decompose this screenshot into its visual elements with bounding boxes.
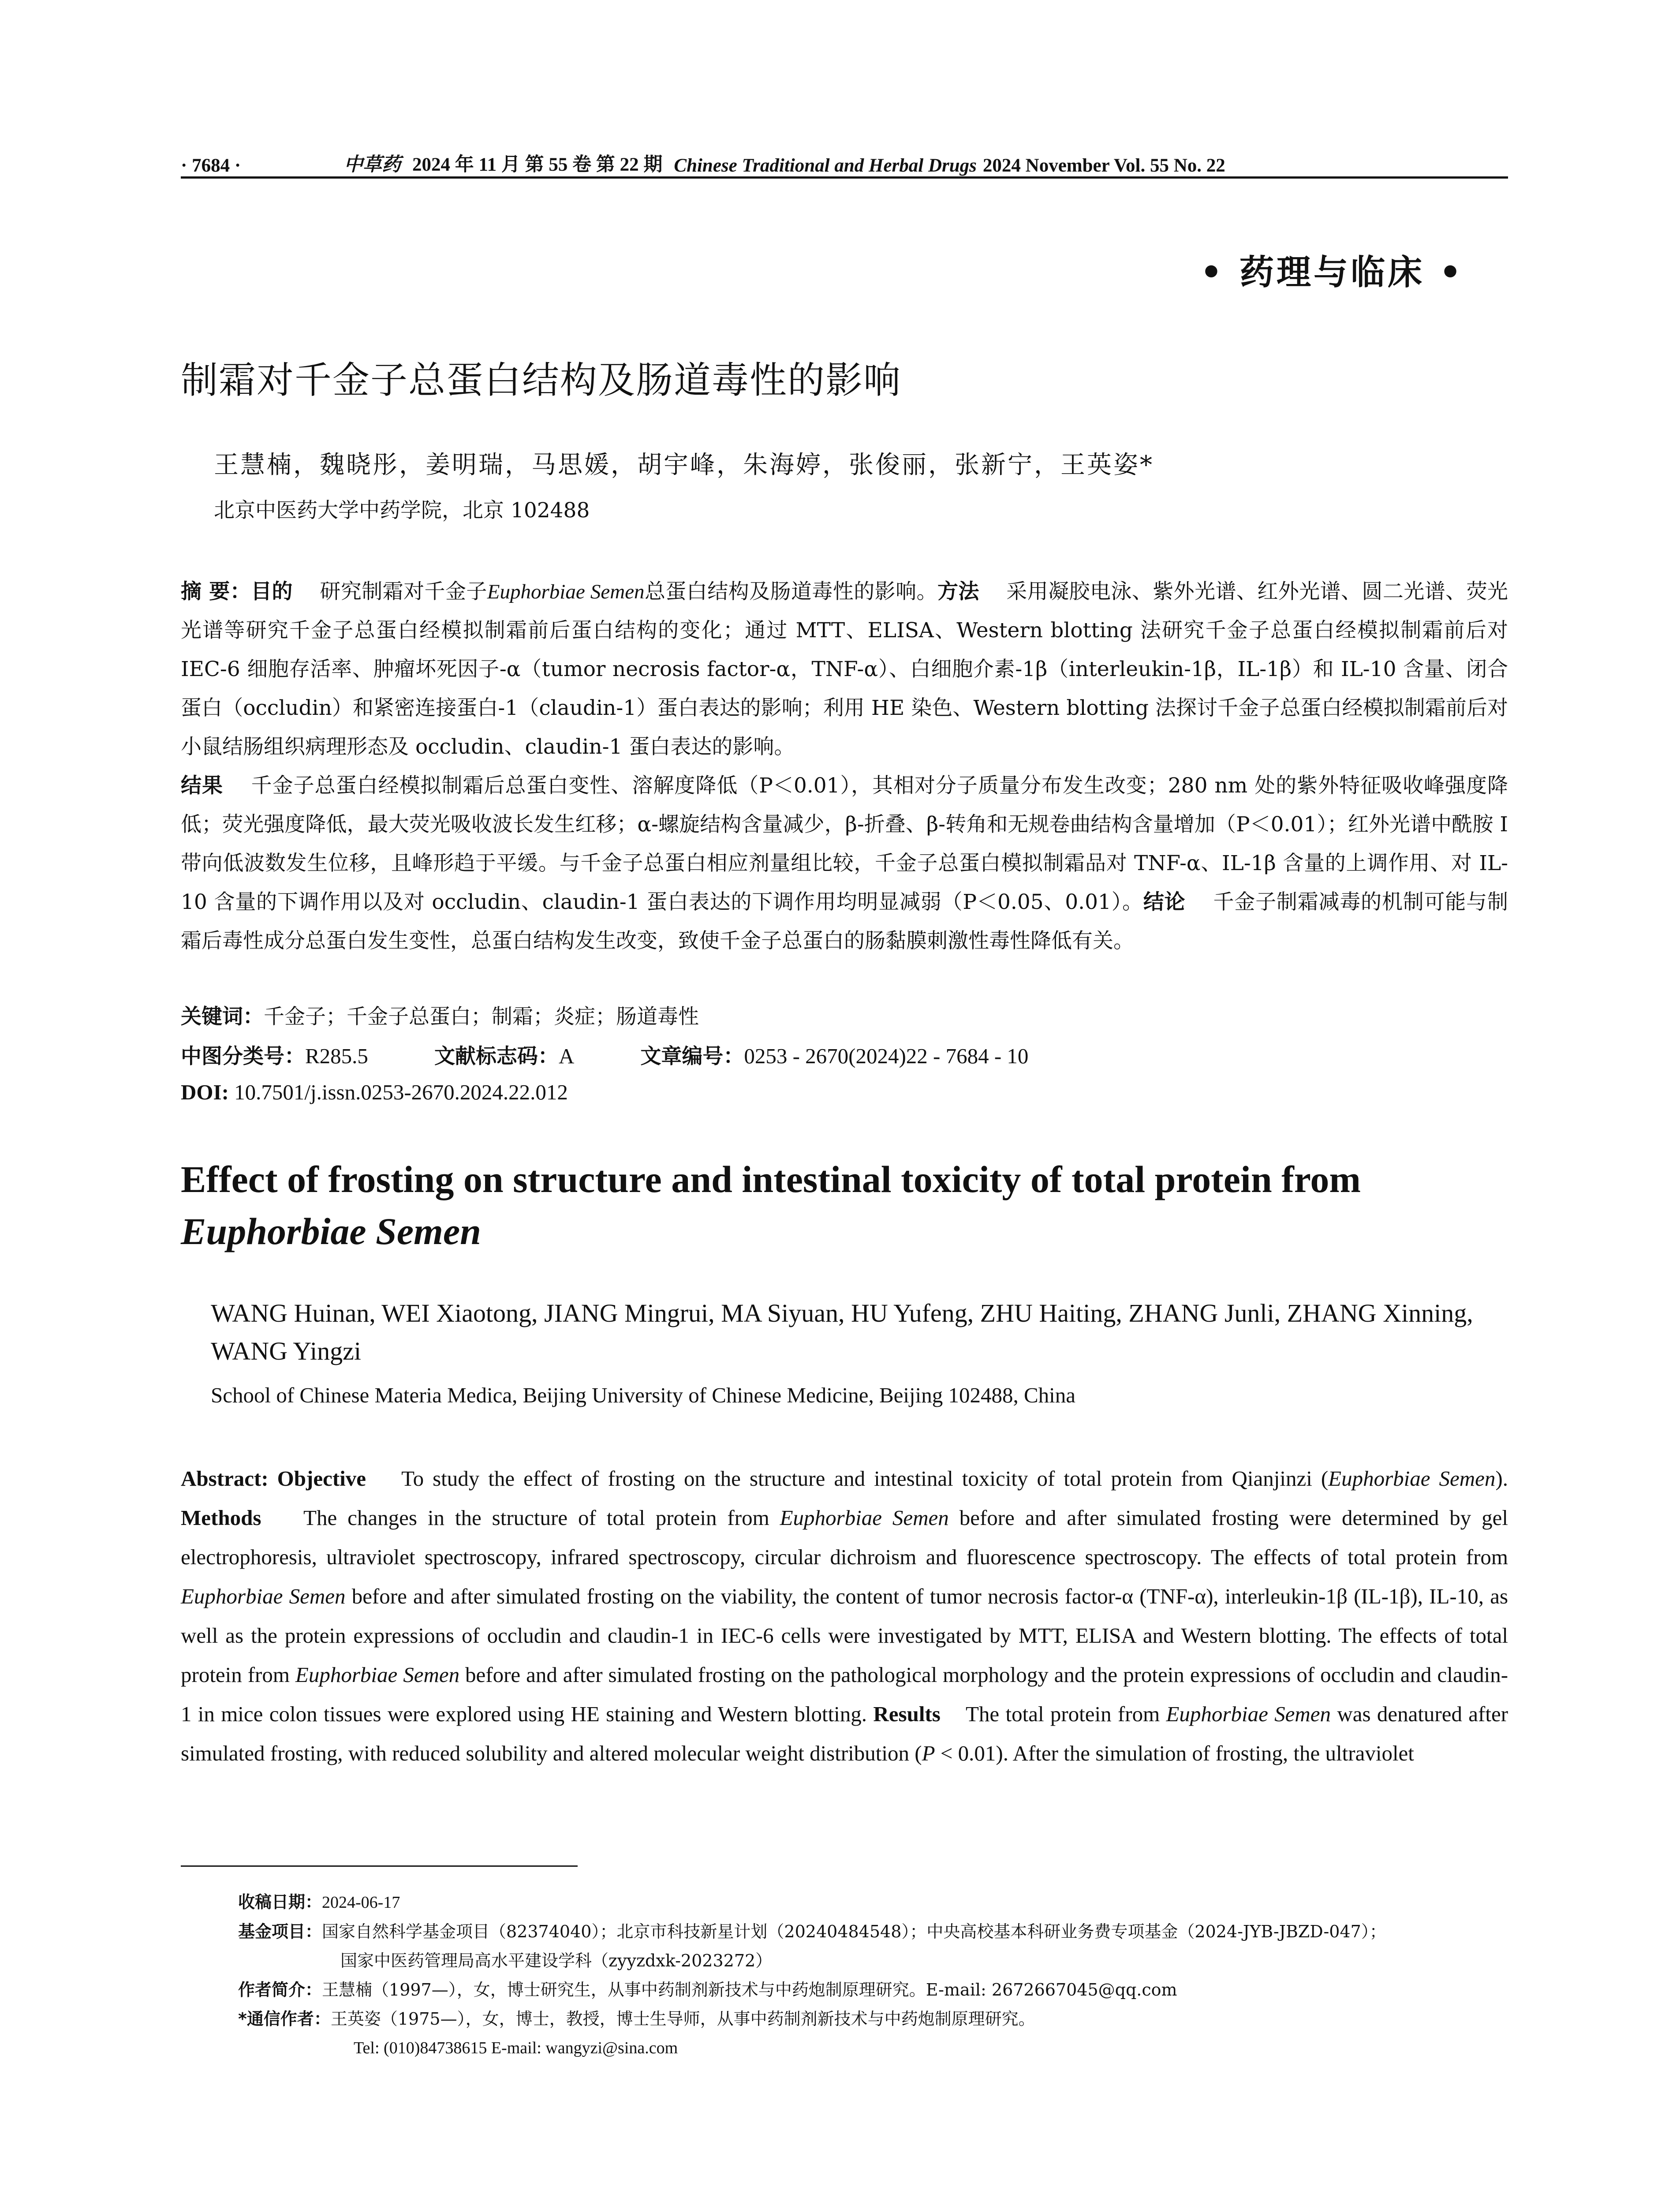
journal-name-en: Chinese Traditional and Herbal Drugs — [674, 155, 977, 176]
methods-text-en-1: The changes in the structure of total protein from — [303, 1506, 769, 1530]
abstract-en-label: Abstract: Objective — [181, 1466, 366, 1491]
clc-item — [181, 1040, 368, 1069]
footnote-received — [238, 1887, 1508, 1917]
page-number: · 7684 · — [181, 155, 241, 176]
results-text-en-3: < 0.01). After the simulation of frosting, the ultraviolet — [935, 1741, 1414, 1765]
p-value-symbol: P — [922, 1741, 935, 1765]
keywords-cn — [181, 1000, 1508, 1030]
footnotes — [238, 1887, 1508, 2063]
results-label-en: Results — [873, 1702, 941, 1726]
species-en-4: Euphorbiae Semen — [295, 1663, 460, 1687]
doc-code-item — [434, 1040, 574, 1069]
objective-text-cn: 研究制霜对千金子 — [320, 579, 487, 604]
footnote-fund-continued: 国家中医药管理局高水平建设学科（zyyzdxk-2023272） — [340, 1951, 773, 1970]
methods-label-en: Methods — [181, 1506, 261, 1530]
results-text-cn: 千金子总蛋白经模拟制霜后总蛋白变性、溶解度降低（P＜0.01），其相对分子质量分布发生改变；280 nm 处的紫外特征吸收峰强度降低；荧光强度降低，最大荧光吸收波长发生红移；α-螺旋结构含量减少，β-折叠、β-转角和无规卷曲结构含量增加（P＜0.01）；红外光谱中酰胺 I 带向低波数发生位移，且峰形趋于平缓。与千金子总蛋白相应剂量组比较，千金子总蛋白模拟制霜品对 TNF-α、IL-1β 含量的上调作用、对 IL-10 含量的下调作用以及对 occludin、claudin-1 蛋白表达的下调作用均明显减弱（P＜0.05、0.01）。 — [181, 774, 1508, 914]
species-en-5: Euphorbiae Semen — [1166, 1702, 1331, 1726]
species-en-3: Euphorbiae Semen — [181, 1584, 346, 1608]
footnote-divider — [181, 1865, 578, 1867]
doi-label: DOI: — [181, 1080, 229, 1104]
doc-code-value: A — [558, 1044, 575, 1068]
abstract-cn — [181, 572, 1508, 960]
author-bio-label: 作者简介： — [238, 1980, 322, 1999]
authors-en: WANG Huinan, WEI Xiaotong, JIANG Mingrui, MA Siyuan, HU Yufeng, ZHU Haiting, ZHANG Junli, ZHANG Xinning, WANG Yingzi — [211, 1299, 1473, 1365]
article-number-value: 0253 - 2670(2024)22 - 7684 - 10 — [744, 1044, 1029, 1068]
methods-text-cn: 采用凝胶电泳、紫外光谱、红外光谱、圆二光谱、荧光光谱等研究千金子总蛋白经模拟制霜前后蛋白结构的变化；通过 MTT、ELISA、Western blotting 法研究千金子总蛋白经模拟制霜前后对 IEC-6 细胞存活率、肿瘤坏死因子-α（tumor necrosis factor-α，TNF-α）、白细胞介素-1β（interleukin-1β，IL-1β）和 IL-10 含量、闭合蛋白（occludin）和紧密连接蛋白-1（claudin-1）蛋白表达的影响；利用 HE 染色、Western blotting 法探讨千金子总蛋白经模拟制霜前后对小鼠结肠组织病理形态及 occludin、claudin-1 蛋白表达的影响。 — [181, 579, 1508, 759]
corresponding-label: *通信作者： — [238, 2009, 331, 2029]
footnote-fund — [238, 1917, 1508, 1946]
fund-value-1: 国家自然科学基金项目（82374040）；北京市科技新星计划（20240484548）；中央高校基本科研业务费专项基金（2024-JYB-JBZD-047）； — [322, 1922, 1386, 1941]
corresponding-contact: Tel: (010)84738615 E-mail: wangyzi@sina.com — [354, 2039, 678, 2057]
objective-text-cn-2: 总蛋白结构及肠道毒性的影响。 — [644, 579, 937, 604]
objective-text-en-2: ). — [1495, 1466, 1508, 1491]
author-bio-value: 王慧楠（1997—），女，博士研究生，从事中药制剂新技术与中药炮制原理研究。E-mail: 2672667045@qq.com — [322, 1980, 1177, 1999]
issue-info-cn: 2024 年 11 月 第 55 卷 第 22 期 — [412, 154, 663, 175]
issue-info-en: 2024 November Vol. 55 No. 22 — [982, 155, 1225, 176]
article-title-en — [181, 1153, 1508, 1257]
objective-text-en: To study the effect of frosting on the structure and intestinal toxicity of total protein from Qianjinzi ( — [401, 1466, 1329, 1491]
keywords-text: 千金子；千金子总蛋白；制霜；炎症；肠道毒性 — [264, 1005, 699, 1029]
footnote-author — [238, 1975, 1508, 2004]
abstract-cn-label: 摘 要： — [181, 579, 251, 604]
methods-label-cn: 方法 — [937, 579, 979, 604]
clc-label: 中图分类号： — [181, 1044, 305, 1069]
doi-line — [181, 1080, 1508, 1105]
methods-text-en-4: before and after simulated frosting on the pathological morphology and the protein expressions of occludin and claudin-1 in mice colon tissues were explored using HE staining and Western blotting. — [181, 1663, 1508, 1726]
conclusion-text-cn: 千金子制霜减毒的机制可能与制霜后毒性成分总蛋白发生变性，总蛋白结构发生改变，致使千金子总蛋白的肠黏膜刺激性毒性降低有关。 — [181, 890, 1508, 953]
doi-value[interactable]: 10.7501/j.issn.0253-2670.2024.22.012 — [234, 1080, 568, 1104]
footnote-corresponding — [238, 2004, 1508, 2033]
affiliation-cn: 北京中医药大学中药学院，北京 102488 — [214, 498, 590, 523]
keywords-label: 关键词： — [181, 1005, 264, 1029]
title-en-species: Euphorbiae Semen — [181, 1210, 481, 1252]
species-en-1: Euphorbiae Semen — [1328, 1466, 1496, 1491]
conclusion-label-cn: 结论 — [1143, 890, 1186, 914]
results-text-en-2: was denatured after simulated frosting, with reduced solubility and altered molecular weight distribution ( — [181, 1702, 1508, 1765]
methods-text-en-2: before and after simulated frosting were determined by gel electrophoresis, ultraviolet spectroscopy, infrared spectroscopy, circular dichroism and fluorescence spectroscopy. The effects of total protein from — [181, 1506, 1508, 1569]
article-number-label: 文章编号： — [640, 1044, 744, 1069]
section-label: • 药理与临床 • — [1200, 252, 1464, 292]
methods-text-en-3: before and after simulated frosting on the viability, the content of tumor necrosis factor-α (TNF-α), interleukin-1β (IL-1β), IL-10, as well as the protein expressions of occludin and claudin-1 in IEC-6 cells were investigated by MTT, ELISA and Western blotting. The effects of total protein from — [181, 1584, 1508, 1687]
species-name: Euphorbiae Semen — [487, 580, 645, 603]
clc-value: R285.5 — [305, 1044, 368, 1068]
affiliation-en: School of Chinese Materia Medica, Beijing University of Chinese Medicine, Beijing 102488, China — [211, 1383, 1076, 1407]
header-divider — [181, 176, 1508, 179]
article-title-cn: 制霜对千金子总蛋白结构及肠道毒性的影响 — [181, 359, 902, 402]
abstract-en — [181, 1459, 1508, 1773]
authors-cn: 王慧楠，魏晓彤，姜明瑞，马思媛，胡宇峰，朱海婷，张俊丽，张新宁，王英姿* — [214, 451, 1154, 479]
article-number-item — [640, 1040, 1028, 1069]
received-value: 2024-06-17 — [322, 1893, 400, 1912]
doc-code-label: 文献标志码： — [434, 1044, 559, 1069]
results-text-en-1: The total protein from — [966, 1702, 1160, 1726]
received-label: 收稿日期： — [238, 1892, 322, 1912]
corresponding-value: 王英姿（1975—），女，博士，教授，博士生导师，从事中药制剂新技术与中药炮制原理研究。 — [330, 2009, 1035, 2029]
title-en-main: Effect of frosting on structure and intestinal toxicity of total protein from — [181, 1158, 1361, 1200]
fund-label: 基金项目： — [238, 1922, 322, 1941]
classification-line — [181, 1040, 1508, 1069]
results-label-cn: 结果 — [181, 774, 223, 798]
species-en-2: Euphorbiae Semen — [780, 1506, 949, 1530]
objective-label-cn: 目的 — [251, 579, 293, 604]
running-header — [181, 146, 1508, 176]
journal-name-cn: 中草药 — [344, 153, 401, 176]
